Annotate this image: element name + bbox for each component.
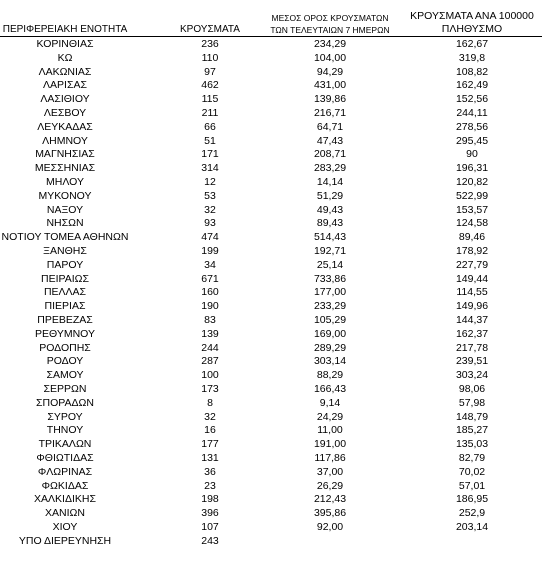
cell-region: ΝΑΞΟΥ xyxy=(46,203,84,216)
cell-cases: 107 xyxy=(201,520,219,533)
cell-avg7: 26,29 xyxy=(316,479,344,492)
table-row xyxy=(0,507,542,521)
cell-per100k: 149,96 xyxy=(455,300,489,313)
table-row xyxy=(0,397,542,411)
table-row xyxy=(0,121,542,135)
cell-region: ΝΟΤΙΟΥ ΤΟΜΕΑ ΑΘΗΝΩΝ xyxy=(1,231,129,244)
table-row xyxy=(0,162,542,176)
table-row xyxy=(0,521,542,535)
cell-avg7: 283,29 xyxy=(313,162,347,175)
cell-avg7: 177,00 xyxy=(313,286,347,299)
cell-avg7: 514,43 xyxy=(313,231,347,244)
cell-per100k: 148,79 xyxy=(455,410,489,423)
cell-avg7: 191,00 xyxy=(313,438,347,451)
cell-avg7: 11,00 xyxy=(317,424,343,437)
header-avg7-line2: ΤΩΝ ΤΕΛΕΥΤΑΙΩΝ 7 ΗΜΕΡΩΝ xyxy=(270,25,390,35)
cell-region: ΠΑΡΟΥ xyxy=(46,258,84,271)
cell-avg7: 24,29 xyxy=(316,410,344,423)
table-row xyxy=(0,466,542,480)
cell-per100k: 186,95 xyxy=(455,493,489,506)
cell-per100k: 162,49 xyxy=(455,79,489,92)
cell-per100k: 227,79 xyxy=(455,258,489,271)
cell-cases: 53 xyxy=(204,189,216,202)
cell-cases: 32 xyxy=(204,410,216,423)
cell-region: ΞΑΝΘΗΣ xyxy=(43,244,87,257)
cell-avg7: 94,29 xyxy=(316,65,344,78)
table-row xyxy=(0,66,542,80)
cell-region: ΡΕΘΥΜΝΟΥ xyxy=(34,327,95,340)
cell-per100k: 185,27 xyxy=(455,424,489,437)
table-row xyxy=(0,52,542,66)
cell-per100k: 90 xyxy=(466,148,478,161)
cell-avg7: 117,86 xyxy=(314,451,346,464)
header-avg7-line1: ΜΕΣΟΣ ΟΡΟΣ ΚΡΟΥΣΜΑΤΩΝ xyxy=(271,13,389,23)
table-row xyxy=(0,204,542,218)
cell-region: ΜΕΣΣΗΝΙΑΣ xyxy=(34,162,96,175)
cell-avg7: 25,14 xyxy=(316,258,344,271)
cell-cases: 211 xyxy=(201,106,219,119)
table-row xyxy=(0,314,542,328)
cell-avg7: 216,71 xyxy=(313,106,347,119)
table-row xyxy=(0,217,542,231)
cell-avg7: 37,00 xyxy=(316,465,344,478)
cell-avg7: 303,14 xyxy=(313,355,347,368)
cell-per100k: 57,98 xyxy=(458,396,486,409)
cell-avg7: 92,00 xyxy=(316,520,344,533)
cell-region: ΠΕΙΡΑΙΩΣ xyxy=(41,272,89,285)
cell-cases: 190 xyxy=(201,300,219,313)
cell-cases: 93 xyxy=(204,217,216,230)
cell-cases: 110 xyxy=(201,51,219,64)
cell-cases: 171 xyxy=(201,148,219,161)
table-row xyxy=(0,328,542,342)
cell-per100k: 153,57 xyxy=(455,203,489,216)
table-header xyxy=(0,0,542,38)
cell-region: ΧΑΝΙΩΝ xyxy=(45,507,85,520)
table-row xyxy=(0,38,542,52)
table-row xyxy=(0,273,542,287)
cases-table xyxy=(0,38,542,548)
cell-per100k: 144,37 xyxy=(455,313,489,326)
cell-per100k: 135,03 xyxy=(455,438,489,451)
cell-avg7: 9,14 xyxy=(319,396,341,409)
header-avg7 xyxy=(258,12,402,36)
cell-avg7: 51,29 xyxy=(316,189,344,202)
cell-cases: 244 xyxy=(201,341,219,354)
cell-per100k: 124,58 xyxy=(455,217,489,230)
cell-region: ΧΑΛΚΙΔΙΚΗΣ xyxy=(34,493,96,506)
table-row xyxy=(0,383,542,397)
cell-cases: 16 xyxy=(204,424,216,437)
cell-region: ΣΥΡΟΥ xyxy=(47,410,83,423)
cell-cases: 671 xyxy=(201,272,219,285)
cell-region: ΛΗΜΝΟΥ xyxy=(42,134,88,147)
cell-avg7: 395,86 xyxy=(313,507,347,520)
cell-avg7: 212,43 xyxy=(313,493,347,506)
cell-avg7: 192,71 xyxy=(313,244,347,257)
cell-cases: 115 xyxy=(201,93,219,106)
cell-region: ΡΟΔΟΠΗΣ xyxy=(39,341,91,354)
cell-avg7: 88,29 xyxy=(316,369,344,382)
cell-cases: 462 xyxy=(201,79,219,92)
cell-per100k: 244,11 xyxy=(456,106,488,119)
cell-avg7: 139,86 xyxy=(313,93,347,106)
cell-avg7: 104,00 xyxy=(313,51,347,64)
cell-region: ΛΑΣΙΘΙΟΥ xyxy=(40,93,90,106)
cell-per100k: 162,67 xyxy=(455,38,489,50)
cell-region: ΡΟΔΟΥ xyxy=(46,355,84,368)
header-per100k-line1: ΚΡΟΥΣΜΑΤΑ ΑΝΑ 100000 xyxy=(410,10,534,22)
cell-region: ΜΗΛΟΥ xyxy=(46,175,84,188)
cell-region: ΠΡΕΒΕΖΑΣ xyxy=(37,313,93,326)
cell-per100k: 295,45 xyxy=(455,134,489,147)
cell-cases: 314 xyxy=(201,162,219,175)
cell-per100k: 57,01 xyxy=(458,479,486,492)
cell-per100k: 82,79 xyxy=(458,451,486,464)
cell-cases: 12 xyxy=(204,175,216,188)
cell-region: ΚΩ xyxy=(57,51,73,64)
cell-cases: 160 xyxy=(201,286,219,299)
cell-per100k: 152,56 xyxy=(455,93,489,106)
cell-avg7: 169,00 xyxy=(313,327,347,340)
cell-cases: 177 xyxy=(201,438,219,451)
cell-region: ΤΗΝΟΥ xyxy=(46,424,84,437)
cell-region: ΤΡΙΚΑΛΩΝ xyxy=(38,438,92,451)
cell-per100k: 217,78 xyxy=(455,341,489,354)
cell-region: ΦΩΚΙΔΑΣ xyxy=(41,479,89,492)
cell-cases: 173 xyxy=(201,382,219,395)
header-per100k-line2: ΠΛΗΘΥΣΜΟ xyxy=(441,23,503,35)
cell-region: ΦΘΙΩΤΙΔΑΣ xyxy=(36,451,94,464)
cell-avg7: 166,43 xyxy=(313,382,347,395)
table-row xyxy=(0,493,542,507)
table-row xyxy=(0,411,542,425)
cell-avg7 xyxy=(250,535,402,549)
table-row xyxy=(0,93,542,107)
cell-cases: 131 xyxy=(201,451,219,464)
header-region: ΠΕΡΙΦΕΡΕΙΑΚΗ ΕΝΟΤΗΤΑ xyxy=(2,24,128,35)
cell-region: ΣΑΜΟΥ xyxy=(46,369,84,382)
cell-avg7: 49,43 xyxy=(316,203,344,216)
cell-region: ΚΟΡΙΝΘΙΑΣ xyxy=(36,38,94,50)
table-body xyxy=(0,38,542,548)
cell-cases: 139 xyxy=(201,327,219,340)
cell-region: ΜΥΚΟΝΟΥ xyxy=(38,189,92,202)
cell-per100k: 114,55 xyxy=(456,286,488,299)
cell-cases: 474 xyxy=(201,231,219,244)
cell-region: ΣΕΡΡΩΝ xyxy=(43,382,87,395)
cell-cases: 243 xyxy=(201,534,219,547)
cell-region: ΣΠΟΡΑΔΩΝ xyxy=(36,396,94,409)
cell-cases: 198 xyxy=(201,493,219,506)
cell-cases: 32 xyxy=(204,203,216,216)
cell-per100k: 252,9 xyxy=(458,507,486,520)
table-row xyxy=(0,480,542,494)
table-row xyxy=(0,135,542,149)
cell-per100k: 278,56 xyxy=(455,120,489,133)
cell-region: ΛΑΚΩΝΙΑΣ xyxy=(38,65,92,78)
cell-avg7: 431,00 xyxy=(313,79,347,92)
table-row xyxy=(0,438,542,452)
cell-cases: 36 xyxy=(204,465,216,478)
cell-avg7: 733,86 xyxy=(313,272,347,285)
cell-avg7: 14,14 xyxy=(316,175,344,188)
cell-per100k: 108,82 xyxy=(455,65,489,78)
cell-cases: 236 xyxy=(201,38,219,50)
cell-avg7: 89,43 xyxy=(316,217,344,230)
cell-per100k: 70,02 xyxy=(458,465,486,478)
cell-region: ΥΠΟ ΔΙΕΡΕΥΝΗΣΗ xyxy=(18,534,112,547)
table-row xyxy=(0,245,542,259)
table-row xyxy=(0,148,542,162)
cell-cases: 396 xyxy=(201,507,219,520)
cell-cases: 66 xyxy=(204,120,216,133)
cell-per100k: 149,44 xyxy=(455,272,489,285)
cell-per100k: 178,92 xyxy=(455,244,489,257)
cell-cases: 51 xyxy=(204,134,216,147)
cell-per100k: 120,82 xyxy=(455,175,489,188)
cell-avg7: 64,71 xyxy=(316,120,344,133)
cell-region: ΜΑΓΝΗΣΙΑΣ xyxy=(35,148,95,161)
cell-per100k: 239,51 xyxy=(455,355,489,368)
cell-per100k xyxy=(402,535,542,549)
table-row xyxy=(0,424,542,438)
table-row xyxy=(0,355,542,369)
table-row xyxy=(0,107,542,121)
cell-per100k: 162,37 xyxy=(455,327,489,340)
cell-region: ΦΛΩΡΙΝΑΣ xyxy=(37,465,93,478)
table-row xyxy=(0,190,542,204)
cell-region: ΠΕΛΛΑΣ xyxy=(43,286,87,299)
table-row xyxy=(0,535,542,549)
cell-cases: 287 xyxy=(201,355,219,368)
cell-avg7: 289,29 xyxy=(313,341,347,354)
table-row xyxy=(0,369,542,383)
cell-per100k: 203,14 xyxy=(455,520,489,533)
header-cases: ΚΡΟΥΣΜΑΤΑ xyxy=(180,24,240,35)
cell-region: ΛΕΥΚΑΔΑΣ xyxy=(37,120,93,133)
cell-avg7: 234,29 xyxy=(313,38,347,50)
cell-cases: 83 xyxy=(204,313,216,326)
cell-per100k: 196,31 xyxy=(455,162,489,175)
cell-region: ΠΙΕΡΙΑΣ xyxy=(44,300,86,313)
cell-cases: 199 xyxy=(201,244,219,257)
cell-per100k: 303,24 xyxy=(455,369,489,382)
header-per100k xyxy=(402,10,542,36)
table-row xyxy=(0,300,542,314)
table-row xyxy=(0,79,542,93)
cell-avg7: 105,29 xyxy=(313,313,347,326)
table-row xyxy=(0,176,542,190)
header-divider xyxy=(0,36,542,37)
cell-region: ΛΑΡΙΣΑΣ xyxy=(43,79,87,92)
cell-cases: 23 xyxy=(204,479,216,492)
cell-avg7: 208,71 xyxy=(313,148,347,161)
cell-per100k: 319,8 xyxy=(458,51,486,64)
cell-avg7: 47,43 xyxy=(316,134,344,147)
cell-per100k: 89,46 xyxy=(458,231,486,244)
cell-per100k: 98,06 xyxy=(458,382,486,395)
cell-cases: 34 xyxy=(204,258,216,271)
cell-cases: 8 xyxy=(207,396,213,409)
table-row xyxy=(0,231,542,245)
cell-region: ΧΙΟΥ xyxy=(52,520,78,533)
cell-cases: 97 xyxy=(204,65,216,78)
table-row xyxy=(0,259,542,273)
table-row xyxy=(0,452,542,466)
cell-cases: 100 xyxy=(201,369,219,382)
cell-avg7: 233,29 xyxy=(313,300,347,313)
table-row xyxy=(0,342,542,356)
cell-region: ΝΗΣΩΝ xyxy=(46,217,84,230)
cell-region: ΛΕΣΒΟΥ xyxy=(43,106,87,119)
cell-per100k: 522,99 xyxy=(455,189,489,202)
table-row xyxy=(0,286,542,300)
